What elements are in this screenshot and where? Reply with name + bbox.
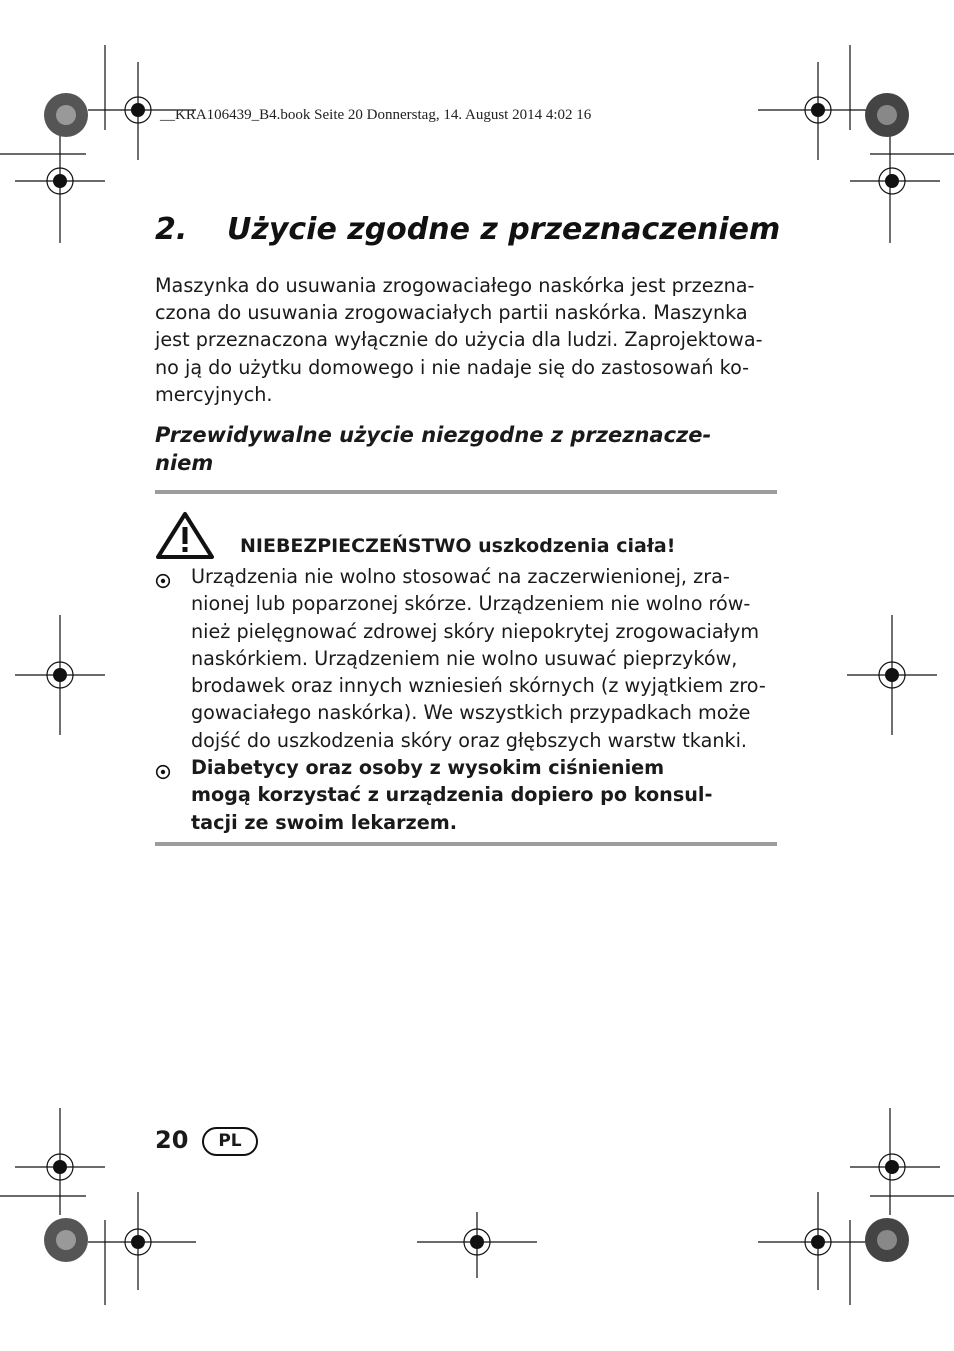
print-header: __KRA106439_B4.book Seite 20 Donnerstag, 14. August 2014 4:02 16 [160,107,592,123]
intro-line: czona do usuwania zrogowaciałych partii naskórka. Maszynka [155,301,748,325]
circled-dot-icon [155,569,171,596]
registration-mark-bottom-left [0,1100,230,1351]
intro-line: mercyjnych. [155,382,273,406]
list-item-line: Urządzenia nie wolno stosować na zaczerwienionej, zra- [191,565,730,588]
list-item-line: gowaciałego naskórka). We wszystkich przypadkach może [191,701,751,725]
intro-line: jest przeznaczona wyłącznie do użycia dla ludzi. Zaprojektowa- [155,328,763,352]
section-title [155,212,780,247]
list-item-line: brodawek oraz innych wzniesień skórnych (z wyjątkiem zro- [191,674,766,698]
warning-triangle-icon [155,510,215,564]
subheading-line: Przewidywalne użycie niezgodne z przeznacze- [155,423,712,447]
list-item-line: tacji ze swoim lekarzem. [191,810,457,834]
top-divider [155,490,777,494]
subheading-line: niem [155,451,214,475]
list-item [155,754,795,836]
list-item-line: naskórkiem. Urządzeniem nie wolno usuwać pieprzyków, [191,646,738,670]
warning-list [155,563,795,836]
bottom-divider [155,842,777,846]
section-title-text: Użycie zgodne z przeznaczeniem [227,212,781,247]
list-item-line: Diabetycy oraz osoby z wysokim ciśnieniem [191,756,665,780]
subheading [155,421,795,477]
list-item-line: dojść do uszkodzenia skóry oraz głębszych warstw tkanki. [191,728,748,752]
page-number: 20 [155,1126,189,1154]
warning-title: NIEBEZPIECZEŃSTWO uszkodzenia ciała! [240,535,676,557]
registration-mark-mid-right [844,610,954,740]
registration-mark-bottom-right [730,1100,954,1351]
list-item-line: mogą korzystać z urządzenia dopiero po konsul- [191,783,713,807]
list-item-line: nionej lub poparzonej skórze. Urządzeniem nie wolno rów- [191,592,751,616]
list-item [155,563,795,754]
language-badge: PL [202,1127,258,1156]
registration-mark-bottom-center [415,1210,540,1280]
section-number: 2. [155,212,188,247]
registration-mark-mid-left [0,610,110,740]
list-item-line: nież pielęgnować zdrowej skóry niepokrytej zrogowaciałym [191,619,760,643]
intro-line: no ją do użytku domowego i nie nadaje się do zastosowań ko- [155,355,750,379]
circled-dot-icon [155,760,171,787]
intro-line: Maszynka do usuwania zrogowaciałego naskórka jest przezna- [155,274,755,297]
intro-paragraph [155,272,780,408]
